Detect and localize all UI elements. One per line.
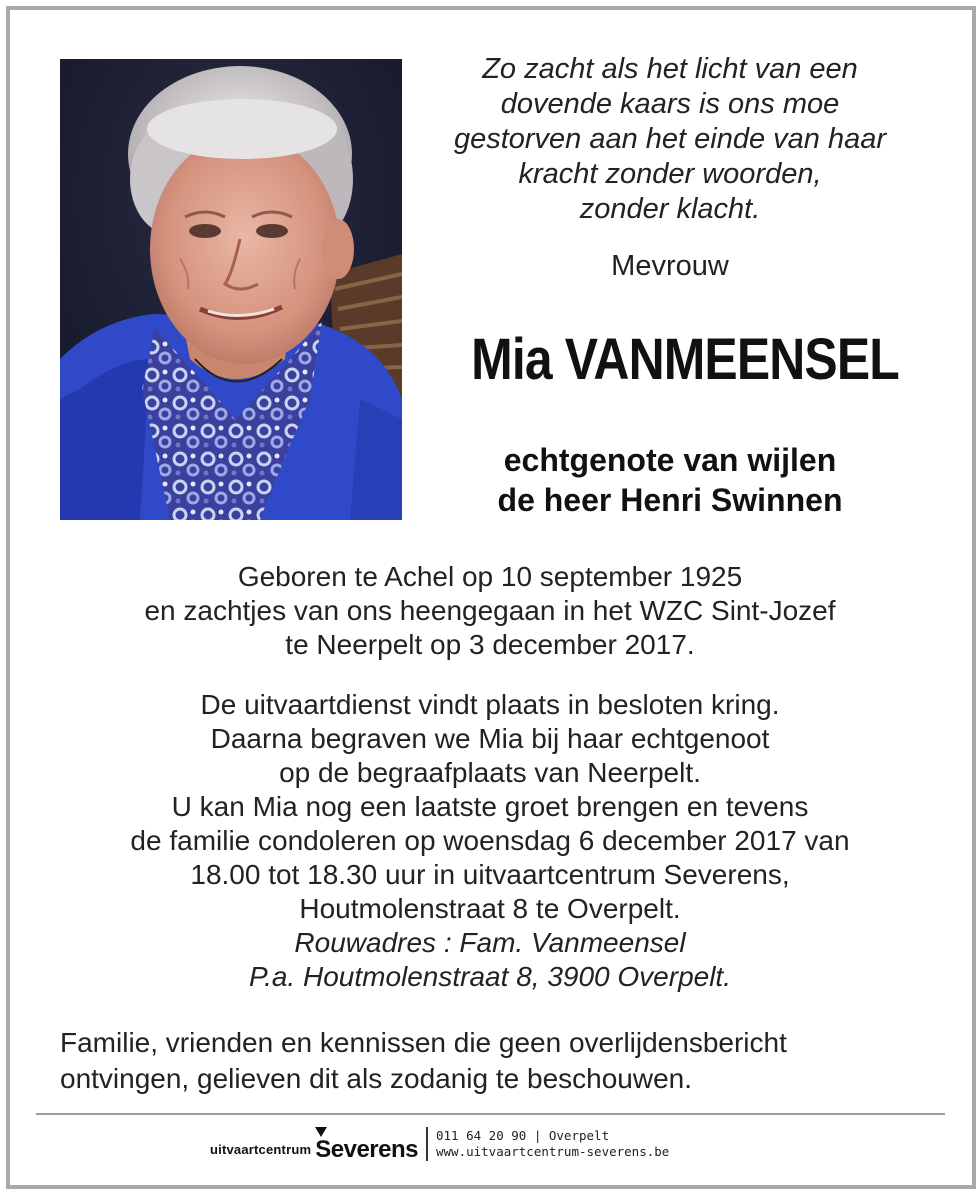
honorific-title: Mevrouw bbox=[611, 250, 729, 282]
spouse-line-2: de heer Henri Swinnen bbox=[497, 482, 843, 518]
notice-line: ontvingen, gelieven dit als zodanig te beschouwen. bbox=[60, 1063, 692, 1094]
footer bbox=[210, 1123, 669, 1163]
funeral-line: U kan Mia nog een laatste groet brengen en tevens bbox=[171, 791, 809, 822]
funeral-line: op de begraafplaats van Neerpelt. bbox=[279, 757, 701, 788]
portrait-photo bbox=[60, 59, 402, 520]
footer-divider bbox=[36, 1113, 945, 1115]
logo bbox=[315, 1127, 418, 1163]
funeral-line: 18.00 tot 18.30 uur in uitvaartcentrum Severens, bbox=[190, 859, 790, 890]
phone-line: 011 64 20 90 | Overpelt bbox=[436, 1128, 610, 1143]
birth-line: te Neerpelt op 3 december 2017. bbox=[285, 629, 695, 660]
mourning-address-line: Rouwadres : Fam. Vanmeensel bbox=[294, 927, 686, 958]
funeral-line: de familie condoleren op woensdag 6 december 2017 van bbox=[130, 825, 850, 856]
contact-info bbox=[436, 1128, 669, 1160]
spouse-line-1: echtgenote van wijlen bbox=[503, 442, 837, 478]
poem bbox=[420, 52, 920, 227]
poem-line: Zo zacht als het licht van een bbox=[482, 53, 858, 85]
logo-name: Severens bbox=[315, 1136, 418, 1163]
poem-line: gestorven aan het einde van haar bbox=[453, 123, 887, 155]
website-link[interactable]: www.uitvaartcentrum-severens.be bbox=[436, 1144, 670, 1159]
poem-line: dovende kaars is ons moe bbox=[500, 88, 840, 120]
funeral-line: Daarna begraven we Mia bij haar echtgenoot bbox=[210, 723, 770, 754]
funeral-info bbox=[40, 688, 940, 994]
poem-line: kracht zonder woorden, bbox=[518, 158, 822, 190]
notice-line: Familie, vrienden en kennissen die geen overlijdensbericht bbox=[60, 1027, 787, 1058]
logo-prefix: uitvaartcentrum bbox=[210, 1142, 312, 1157]
birth-line: en zachtjes van ons heengegaan in het WZC Sint-Jozef bbox=[144, 595, 836, 626]
footer-separator bbox=[426, 1127, 428, 1161]
funeral-line: De uitvaartdienst vindt plaats in besloten kring. bbox=[200, 689, 780, 720]
deceased-name: Mia VANMEENSEL bbox=[471, 327, 899, 392]
birth-line: Geboren te Achel op 10 september 1925 bbox=[237, 561, 743, 592]
birth-death-info bbox=[40, 560, 940, 662]
poem-line: zonder klacht. bbox=[579, 193, 761, 225]
spouse-info bbox=[420, 440, 920, 520]
funeral-line: Houtmolenstraat 8 te Overpelt. bbox=[299, 893, 681, 924]
mourning-address-line: P.a. Houtmolenstraat 8, 3900 Overpelt. bbox=[249, 961, 731, 992]
notice bbox=[60, 1025, 940, 1097]
